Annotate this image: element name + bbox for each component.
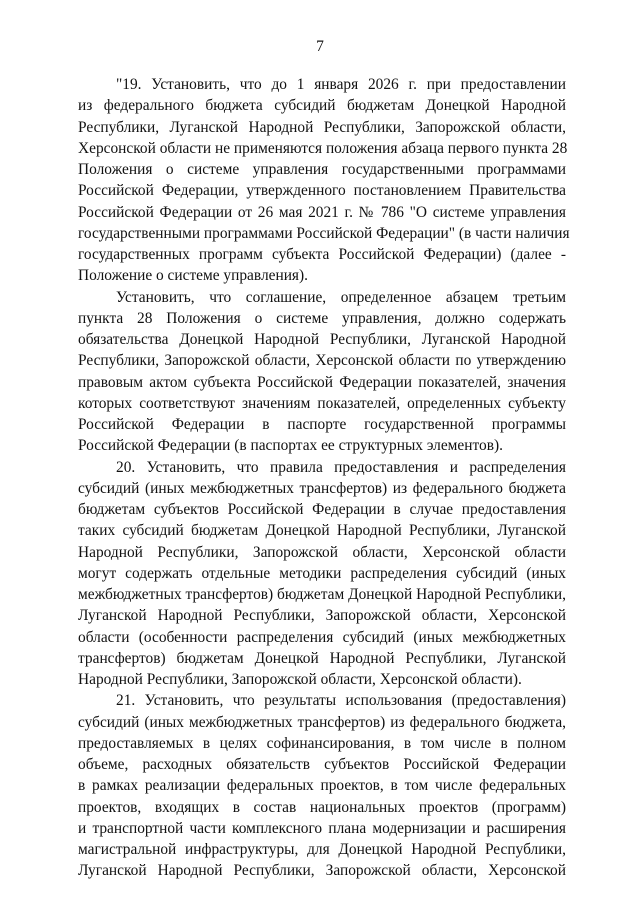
text-line: Российской Федерации (в паспортах ее структурных элементов). xyxy=(78,437,503,455)
text-line: 21. Установить, что результаты использования (предоставления) xyxy=(116,692,566,710)
text-line: Положение о системе управления). xyxy=(78,267,308,285)
paragraph xyxy=(78,74,570,287)
text-line: Херсонской области не применяются положения абзаца первого пункта 28 xyxy=(78,139,568,157)
text-line: Республики, Запорожской области, Херсонской области по утверждению xyxy=(78,352,566,370)
text-line: Российской Федерации от 26 мая 2021 г. № 786 "О системе управления xyxy=(78,203,566,221)
text-line: области (особенности распределения субсидий (иных межбюджетных xyxy=(78,628,566,646)
text-line: таких субсидий бюджетам Донецкой Народной Республики, Луганской xyxy=(78,522,566,540)
text-line: объеме, расходных обязательств субъектов Российской Федерации xyxy=(78,756,566,773)
text-line: проектов, входящих в состав национальных проектов (программ) xyxy=(78,798,566,816)
text-line: обязательства Донецкой Народной Республики, Луганской Народной xyxy=(78,331,566,348)
text-line: Луганской Народной Республики, Запорожской области, Херсонской xyxy=(78,862,566,880)
text-line: Российской Федерации, утвержденного постановлением Правительства xyxy=(78,182,566,200)
text-line: Установить, что соглашение, определенное абзацем третьим xyxy=(116,288,566,306)
text-line: правовым актом субъекта Российской Федерации показателей, значения xyxy=(78,373,566,391)
text-line: Положения о системе управления государственными программами xyxy=(78,161,566,178)
text-line: государственными программами Российской Федерации" (в части наличия xyxy=(78,224,570,242)
text-line: субсидий (иных межбюджетных трансфертов) из федерального бюджета, xyxy=(78,713,566,731)
text-line: в рамках реализации федеральных проектов, в том числе федеральных xyxy=(78,777,566,795)
text-line: субсидий (иных межбюджетных трансфертов) из федерального бюджета xyxy=(78,479,566,497)
text-line: из федерального бюджета субсидий бюджетам Донецкой Народной xyxy=(78,97,566,115)
text-line: магистральной инфраструктуры, для Донецкой Народной Республики, xyxy=(78,841,566,858)
text-line: пункта 28 Положения о системе управления, должно содержать xyxy=(78,309,566,327)
text-line: государственных программ субъекта Российской Федерации) (далее - xyxy=(78,246,566,263)
text-line: трансфертов) бюджетам Донецкой Народной Республики, Луганской xyxy=(78,649,566,667)
text-line: 20. Установить, что правила предоставления и распределения xyxy=(116,458,566,476)
text-line: Народной Республики, Запорожской области, Херсонской области). xyxy=(78,671,522,688)
text-line: межбюджетных трансфертов) бюджетам Донецкой Народной Республики, xyxy=(78,586,566,603)
text-line: предоставляемых в целях софинансирования, в том числе в полном xyxy=(78,734,566,752)
text-line: Луганской Народной Республики, Запорожской области, Херсонской xyxy=(78,607,566,625)
paragraph xyxy=(78,287,566,457)
text-line: бюджетам субъектов Российской Федерации в случае предоставления xyxy=(78,501,566,518)
text-line: Народной Республики, Запорожской области, Херсонской области xyxy=(78,543,566,561)
text-line: Российской Федерации в паспорте государственной программы xyxy=(78,416,566,433)
text-line: Республики, Луганской Народной Республики, Запорожской области, xyxy=(78,118,566,136)
text-line: "19. Установить, что до 1 января 2026 г. при предоставлении xyxy=(116,76,566,93)
text-line: которых соответствуют значениям показателей, определенных субъекту xyxy=(78,394,566,412)
document-body xyxy=(78,74,570,882)
page-number: 7 xyxy=(316,38,324,55)
text-line: могут содержать отдельные методики распределения субсидий (иных xyxy=(78,564,566,582)
paragraph xyxy=(78,690,566,881)
paragraph xyxy=(78,457,566,691)
text-line: и транспортной части комплексного плана модернизации и расширения xyxy=(78,819,566,837)
